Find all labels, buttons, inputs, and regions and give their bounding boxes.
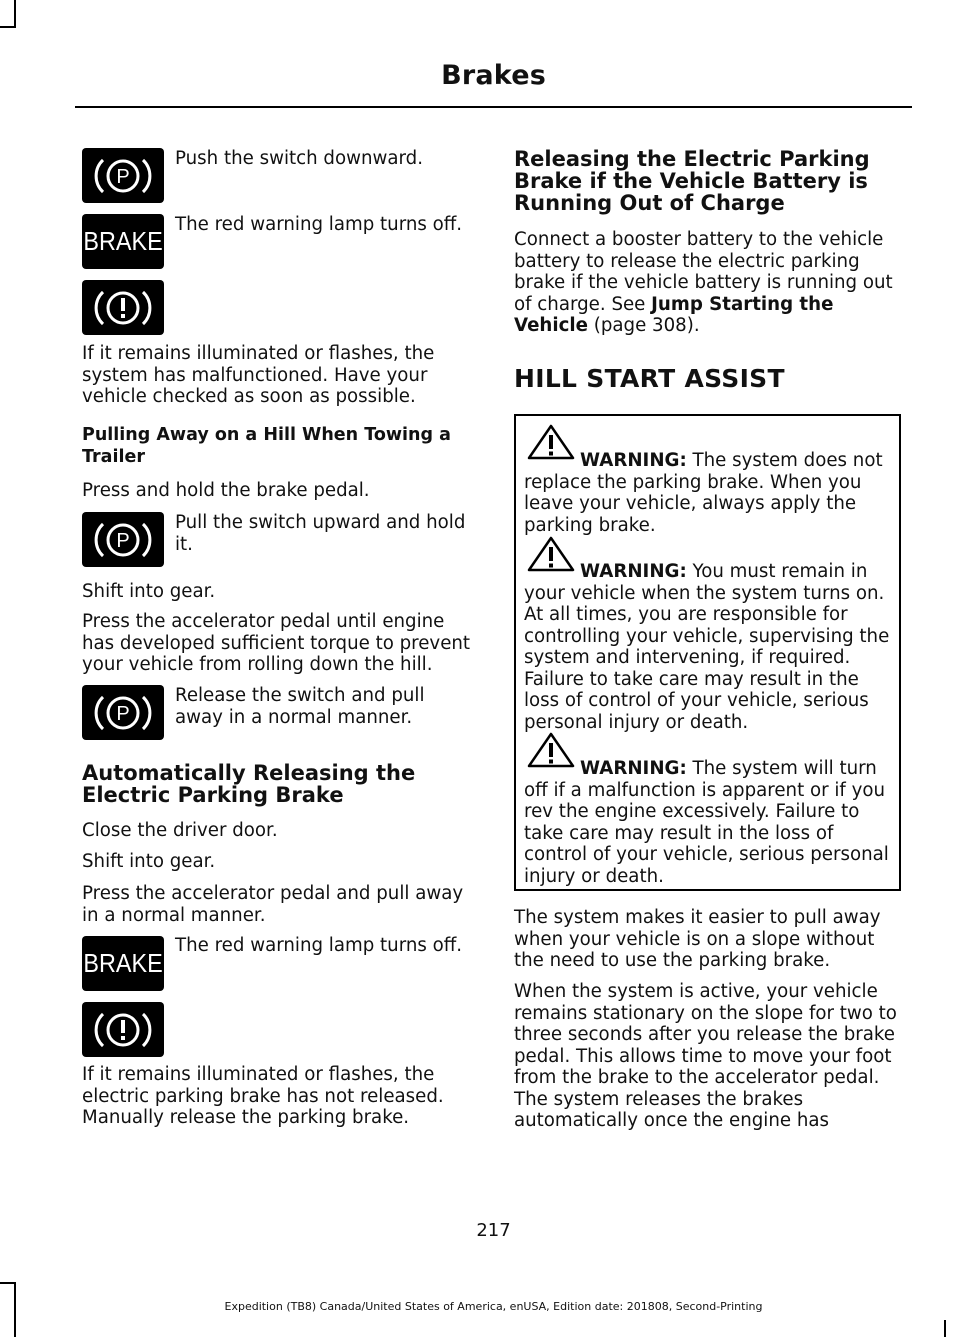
brake-label: BRAKE	[83, 226, 163, 256]
crop-mark	[14, 0, 16, 28]
crop-mark	[0, 1282, 16, 1284]
section-heading: Releasing the Electric Parking Brake if the Vehicle Battery is Running Out of Charge	[514, 147, 870, 215]
svg-text:P: P	[116, 702, 130, 725]
warning-text: WARNING: You must remain in your vehicle when the system turns on. At all times, you are responsible for controlling your vehicle, supervising the system and intervening, if required. Failure to take care may result in the loss of control of your vehicle, serious personal injury or death.	[524, 561, 890, 733]
page-number: 217	[476, 1220, 511, 1241]
step-text: Pull the switch upward and hold it.	[175, 512, 466, 555]
step-text: Release the switch and pull away in a normal manner.	[175, 685, 425, 728]
step-text: The red warning lamp turns off.	[175, 214, 463, 235]
chapter-heading: HILL START ASSIST	[514, 364, 785, 393]
paragraph: If it remains illuminated or flashes, the electric parking brake has not released. Manually release the parking brake.	[82, 1064, 444, 1128]
parking-brake-icon	[82, 148, 164, 203]
paragraph: Close the driver door.	[82, 820, 278, 841]
paragraph: Press and hold the brake pedal.	[82, 480, 370, 501]
warning-text: WARNING: The system does not replace the parking brake. When you leave your vehicle, always apply the parking brake.	[524, 450, 883, 536]
paragraph: Press the accelerator pedal until engine has developed sufficient torque to prevent your vehicle from rolling down the hill.	[82, 611, 471, 675]
step-text: The red warning lamp turns off.	[175, 935, 463, 956]
paragraph: Press the accelerator pedal and pull away in a normal manner.	[82, 883, 464, 926]
paragraph: The system makes it easier to pull away when your vehicle is on a slope without the need to use the parking brake.	[514, 907, 881, 971]
svg-text:P: P	[116, 165, 130, 188]
brake-warning-icon	[82, 214, 164, 269]
page-title: Brakes	[441, 60, 546, 91]
crop-mark	[0, 26, 16, 28]
parking-brake-icon	[82, 512, 164, 567]
cross-reference-link[interactable]: Jump Starting the Vehicle	[514, 293, 834, 336]
edition-footer: Expedition (TB8) Canada/United States of America, enUSA, Edition date: 201808, Second-Printing	[224, 1300, 763, 1313]
paragraph: Shift into gear.	[82, 581, 216, 602]
step-text: Push the switch downward.	[175, 148, 424, 169]
paragraph: Shift into gear.	[82, 851, 216, 872]
header-divider	[75, 106, 912, 108]
paragraph: If it remains illuminated or flashes, the system has malfunctioned. Have your vehicle checked as soon as possible.	[82, 343, 435, 407]
crop-mark	[944, 1320, 946, 1337]
svg-text:P: P	[116, 529, 130, 552]
paragraph: Connect a booster battery to the vehicle battery to release the electric parking brake if the vehicle battery is running out of charge. See Jump Starting the Vehicle (page 308).	[514, 229, 893, 336]
brake-label: BRAKE	[83, 948, 163, 978]
brake-warning-icon	[82, 936, 164, 991]
warning-box	[514, 414, 901, 891]
parking-brake-icon	[82, 685, 164, 740]
warning-text: WARNING: The system will turn off if a malfunction is apparent or if you rev the engine excessively. Failure to take care may result in the loss of control of your vehicle, serious personal injury or death.	[524, 758, 889, 887]
brake-system-warning-icon	[82, 280, 164, 335]
brake-system-warning-icon	[82, 1002, 164, 1057]
section-heading: Pulling Away on a Hill When Towing a Trailer	[82, 425, 451, 467]
section-heading: Automatically Releasing the Electric Parking Brake	[82, 761, 416, 807]
paragraph: When the system is active, your vehicle remains stationary on the slope for two to three seconds after you release the brake pedal. This allows time to move your foot from the brake to the accelerator pedal. The system releases the brakes automatically once the engine has	[514, 981, 897, 1131]
